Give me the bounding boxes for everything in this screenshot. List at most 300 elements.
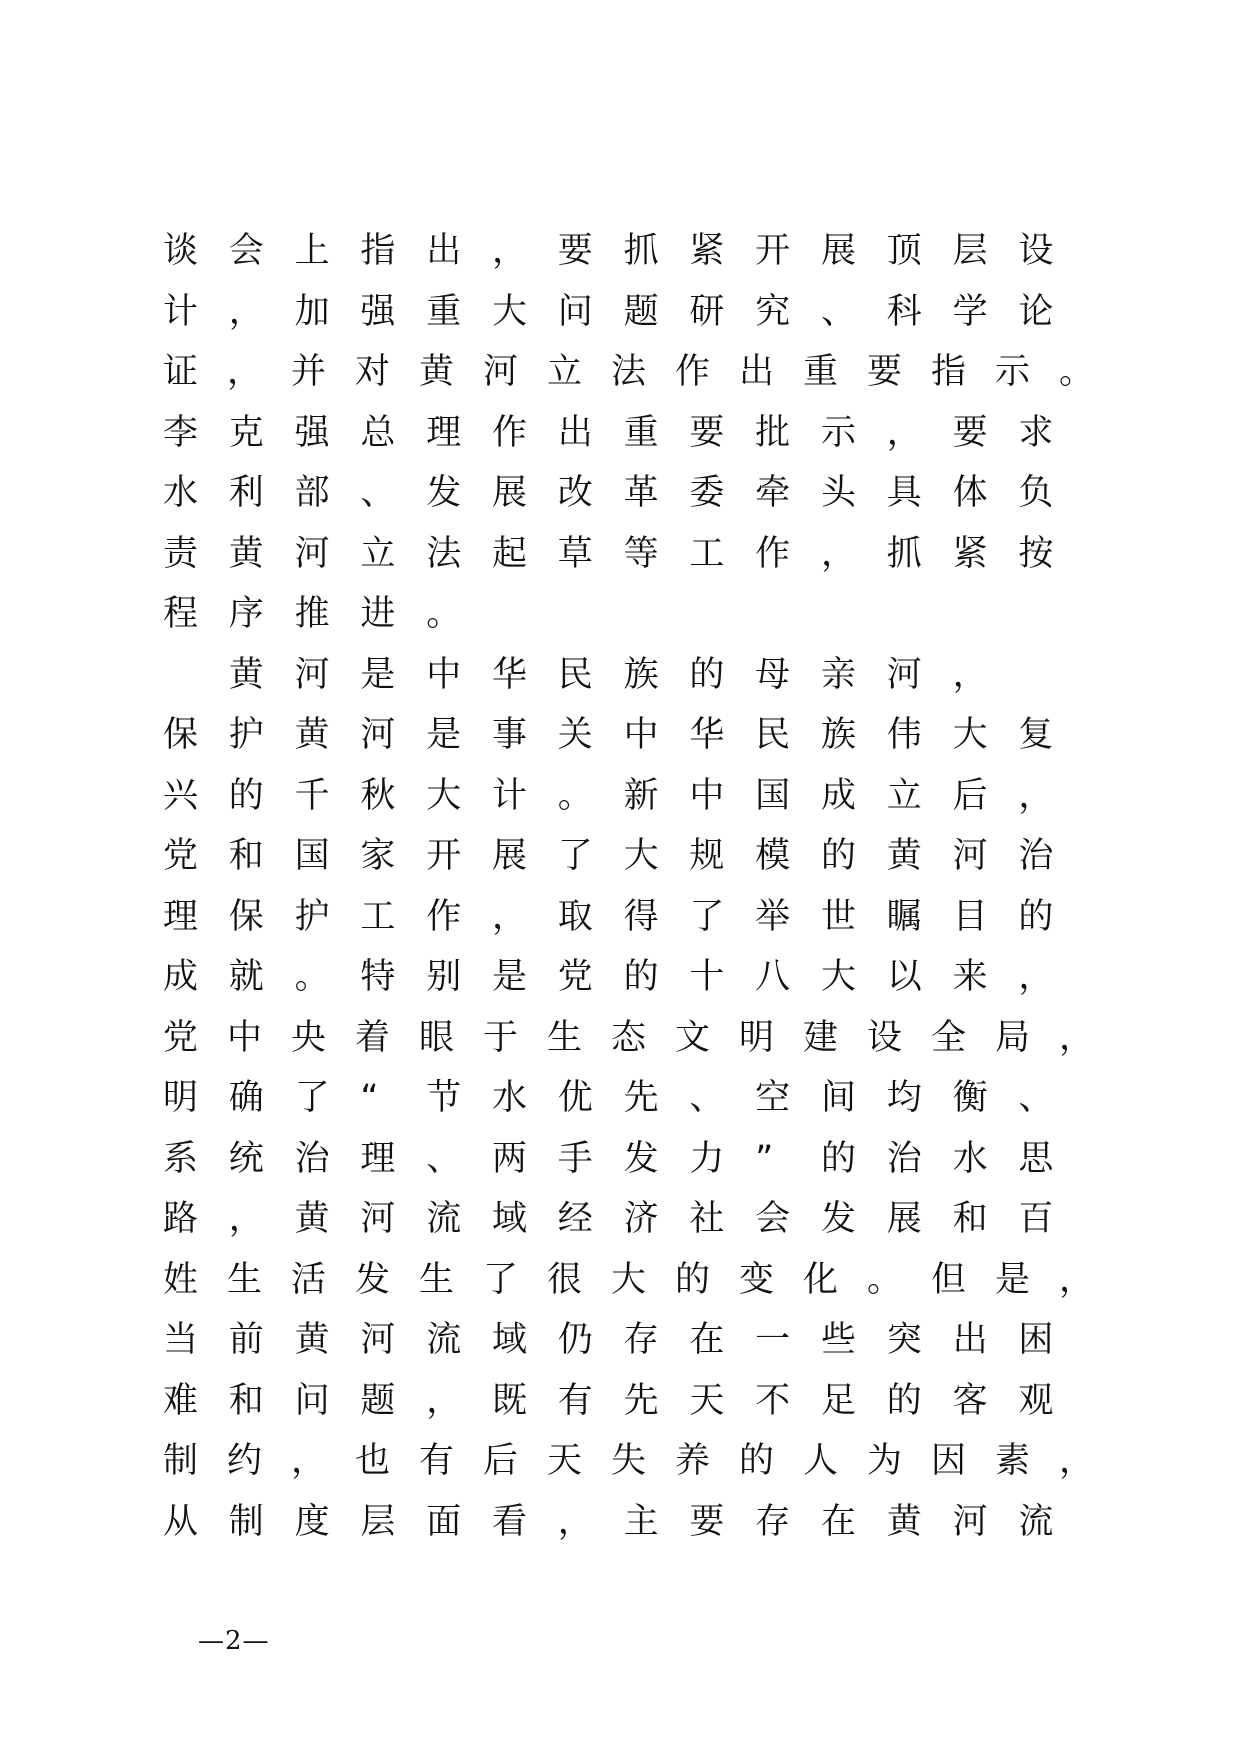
text-char: 水 — [491, 1078, 527, 1118]
text-char: 也 — [355, 1441, 391, 1481]
text-char: 问 — [557, 291, 593, 332]
text-char: 局 — [995, 1017, 1031, 1058]
text-char: 重 — [623, 412, 659, 453]
text-char: 程 — [163, 594, 199, 634]
text-char: 秋 — [360, 775, 396, 816]
text-line — [163, 463, 1123, 524]
text-char: 规 — [689, 836, 725, 876]
text-char: 生 — [419, 1259, 455, 1300]
text-char: 衡 — [952, 1078, 988, 1118]
text-char: 事 — [491, 715, 527, 755]
text-char: 取 — [557, 896, 593, 937]
text-char: 作 — [491, 412, 527, 453]
text-line — [163, 947, 1123, 1008]
text-line — [163, 1492, 1123, 1553]
text-char: 的 — [675, 1259, 711, 1300]
text-char: 民 — [755, 715, 791, 755]
text-char: 约 — [227, 1441, 263, 1481]
text-char: 论 — [1018, 291, 1054, 332]
text-char: 足 — [820, 1380, 856, 1421]
text-char: 指 — [931, 352, 967, 392]
text-char: 间 — [820, 1078, 856, 1118]
text-char: 计 — [163, 291, 199, 332]
text-char: 就 — [228, 957, 264, 997]
text-char: 域 — [491, 1199, 527, 1239]
text-char: 千 — [294, 775, 330, 816]
text-char: 先 — [623, 1078, 659, 1118]
text-char: 节 — [426, 1078, 462, 1118]
text-char: 中 — [689, 775, 725, 816]
text-char: 克 — [228, 412, 264, 453]
text-char: 并 — [291, 352, 327, 392]
text-char: 的 — [689, 654, 725, 695]
text-char: 流 — [1018, 1501, 1054, 1542]
text-char: 明 — [739, 1017, 775, 1058]
text-char: 有 — [557, 1380, 593, 1421]
text-char: 抓 — [623, 231, 659, 271]
text-char: 治 — [294, 1138, 330, 1179]
text-char: 河 — [886, 654, 922, 695]
text-char: 既 — [491, 1380, 527, 1421]
text-char: 伟 — [886, 715, 922, 755]
text-char: 法 — [611, 352, 647, 392]
text-char: 了 — [294, 1078, 330, 1118]
text-char: 眼 — [419, 1017, 455, 1058]
text-char: 治 — [886, 1138, 922, 1179]
text-line — [163, 1310, 1123, 1371]
text-char: 族 — [623, 654, 659, 695]
text-char: 系 — [163, 1138, 199, 1179]
text-char: 优 — [557, 1078, 593, 1118]
text-char: 研 — [689, 291, 725, 332]
text-char: 百 — [1018, 1199, 1054, 1239]
text-char: 改 — [557, 473, 593, 513]
text-char: 革 — [623, 473, 659, 513]
text-char: 济 — [623, 1199, 659, 1239]
text-char: 特 — [360, 957, 396, 997]
text-char: 发 — [623, 1138, 659, 1179]
text-char: 大 — [820, 957, 856, 997]
text-char: 黄 — [294, 715, 330, 755]
text-char: 母 — [755, 654, 791, 695]
text-char: 抓 — [886, 533, 922, 574]
body-text — [163, 221, 1123, 1552]
text-char: 、 — [426, 1138, 462, 1179]
text-char: 河 — [360, 1199, 396, 1239]
text-char: 大 — [426, 775, 462, 816]
text-char: 问 — [294, 1380, 330, 1421]
text-char: 水 — [163, 473, 199, 513]
text-char: 。 — [426, 594, 462, 634]
text-char: 求 — [1018, 412, 1054, 453]
text-char: 国 — [294, 836, 330, 876]
text-char: 族 — [820, 715, 856, 755]
text-char: 总 — [360, 412, 396, 453]
text-char: 先 — [623, 1380, 659, 1421]
text-char: 来 — [952, 957, 988, 997]
text-char: 具 — [886, 473, 922, 513]
text-char: 中 — [227, 1017, 263, 1058]
text-char: 以 — [886, 957, 922, 997]
text-line — [163, 705, 1123, 766]
text-char: 证 — [163, 352, 199, 392]
text-char: 河 — [952, 836, 988, 876]
text-line — [163, 1189, 1123, 1250]
text-char: 突 — [886, 1320, 922, 1360]
text-char: 河 — [294, 654, 330, 695]
text-char: 的 — [623, 957, 659, 997]
text-char: 手 — [557, 1138, 593, 1179]
text-char: 紧 — [689, 231, 725, 271]
text-char: 姓 — [163, 1259, 199, 1300]
text-char: 了 — [483, 1259, 519, 1300]
text-char: 的 — [820, 1138, 856, 1179]
text-char: 部 — [294, 473, 330, 513]
text-char: 明 — [163, 1078, 199, 1118]
text-char: 会 — [228, 231, 264, 271]
text-char: 对 — [355, 352, 391, 392]
text-char: 作 — [755, 533, 791, 574]
text-char: 中 — [426, 654, 462, 695]
text-char: 计 — [491, 775, 527, 816]
text-char: 亲 — [820, 654, 856, 695]
text-char: 要 — [689, 1501, 725, 1542]
text-char: 、 — [689, 1078, 725, 1118]
text-char: 理 — [426, 412, 462, 453]
text-char: ， — [491, 896, 527, 937]
text-char: 两 — [491, 1138, 527, 1179]
text-char: 党 — [163, 836, 199, 876]
text-char: 利 — [228, 473, 264, 513]
text-char: 党 — [163, 1017, 199, 1058]
text-char: 失 — [611, 1441, 647, 1481]
text-char: ， — [291, 1441, 327, 1481]
text-char: 面 — [426, 1501, 462, 1542]
text-char: 流 — [426, 1320, 462, 1360]
text-char: 建 — [803, 1017, 839, 1058]
text-char: 立 — [360, 533, 396, 574]
text-char: ， — [1018, 775, 1054, 816]
text-char: 开 — [426, 836, 462, 876]
text-char: 前 — [228, 1320, 264, 1360]
text-char: 要 — [867, 352, 903, 392]
text-char: 顶 — [886, 231, 922, 271]
text-char: 示 — [820, 412, 856, 453]
text-char: 黄 — [886, 836, 922, 876]
text-char: 路 — [163, 1199, 199, 1239]
text-char: 上 — [294, 231, 330, 271]
text-char: 全 — [931, 1017, 967, 1058]
text-char: 黄 — [228, 533, 264, 574]
text-char: 和 — [228, 1380, 264, 1421]
text-char: 牵 — [755, 473, 791, 513]
text-char: 工 — [689, 533, 725, 574]
text-char: 力 — [689, 1138, 725, 1179]
text-char: 均 — [886, 1078, 922, 1118]
text-line — [163, 282, 1123, 343]
text-char: 。 — [1059, 352, 1095, 392]
text-char: 作 — [426, 896, 462, 937]
text-char: 、 — [1018, 1078, 1054, 1118]
text-char: 的 — [886, 1380, 922, 1421]
text-char: 按 — [1018, 533, 1054, 574]
text-char: 河 — [483, 352, 519, 392]
text-char: 得 — [623, 896, 659, 937]
text-char: 紧 — [952, 533, 988, 574]
text-char: 体 — [952, 473, 988, 513]
text-char: ， — [228, 291, 264, 332]
text-char: ” — [755, 1138, 774, 1179]
text-char: 制 — [163, 1441, 199, 1481]
text-char: 关 — [557, 715, 593, 755]
text-char: 是 — [491, 957, 527, 997]
text-char: 八 — [755, 957, 791, 997]
text-char: 了 — [689, 896, 725, 937]
text-char: 设 — [867, 1017, 903, 1058]
text-char: 重 — [426, 291, 462, 332]
text-char: 出 — [952, 1320, 988, 1360]
text-char: 活 — [291, 1259, 327, 1300]
text-char: 河 — [294, 533, 330, 574]
text-char: 黄 — [228, 654, 264, 695]
text-char: 题 — [360, 1380, 396, 1421]
text-char: 、 — [360, 473, 396, 513]
text-char: 治 — [1018, 836, 1054, 876]
text-char: 负 — [1018, 473, 1054, 513]
text-char: 是 — [426, 715, 462, 755]
text-char: 出 — [739, 352, 775, 392]
text-char: 示 — [995, 352, 1031, 392]
text-char: 因 — [931, 1441, 967, 1481]
text-char: 黄 — [886, 1501, 922, 1542]
text-char: 谈 — [163, 231, 199, 271]
text-char: 别 — [426, 957, 462, 997]
text-char: 层 — [952, 231, 988, 271]
text-char: 空 — [755, 1078, 791, 1118]
text-line — [163, 1371, 1123, 1432]
text-char: 中 — [623, 715, 659, 755]
text-char: 层 — [360, 1501, 396, 1542]
text-char: 题 — [623, 291, 659, 332]
text-char: 立 — [547, 352, 583, 392]
text-char: 保 — [163, 715, 199, 755]
text-char: 变 — [739, 1259, 775, 1300]
text-char: 理 — [360, 1138, 396, 1179]
text-char: 要 — [952, 412, 988, 453]
text-char: 、 — [820, 291, 856, 332]
text-char: 科 — [886, 291, 922, 332]
text-char: 立 — [886, 775, 922, 816]
text-char: 度 — [294, 1501, 330, 1542]
text-char: 不 — [755, 1380, 791, 1421]
text-char: 作 — [675, 352, 711, 392]
text-char: 大 — [952, 715, 988, 755]
text-char: 家 — [360, 836, 396, 876]
text-char: 的 — [1018, 896, 1054, 937]
text-char: 的 — [739, 1441, 775, 1481]
text-line — [163, 826, 1123, 887]
text-char: 央 — [291, 1017, 327, 1058]
text-char: 化 — [803, 1259, 839, 1300]
text-char: 保 — [228, 896, 264, 937]
text-char: ， — [557, 1501, 593, 1542]
text-char: 难 — [163, 1380, 199, 1421]
text-char: 兴 — [163, 775, 199, 816]
text-char: 河 — [360, 1320, 396, 1360]
text-char: 护 — [294, 896, 330, 937]
text-char: 强 — [294, 412, 330, 453]
text-line — [163, 221, 1123, 282]
text-line — [163, 342, 1123, 403]
text-char: ， — [228, 1199, 264, 1239]
text-char: 推 — [294, 594, 330, 634]
text-line — [163, 403, 1123, 464]
text-char: 国 — [755, 775, 791, 816]
text-char: 会 — [755, 1199, 791, 1239]
text-char: 展 — [820, 231, 856, 271]
text-char: 人 — [803, 1441, 839, 1481]
text-char: 大 — [491, 291, 527, 332]
text-line — [163, 1250, 1123, 1311]
text-char: 但 — [931, 1259, 967, 1300]
text-char: 和 — [952, 1199, 988, 1239]
text-char: 社 — [689, 1199, 725, 1239]
text-char: 着 — [355, 1017, 391, 1058]
text-char: 工 — [360, 896, 396, 937]
text-char: 在 — [820, 1501, 856, 1542]
text-char: 困 — [1018, 1320, 1054, 1360]
text-char: 的 — [820, 836, 856, 876]
text-char: 起 — [491, 533, 527, 574]
text-char: 序 — [228, 594, 264, 634]
text-char: 。 — [867, 1259, 903, 1300]
text-char: 要 — [557, 231, 593, 271]
text-char: 河 — [952, 1501, 988, 1542]
text-char: ， — [886, 412, 922, 453]
text-char: 存 — [623, 1320, 659, 1360]
text-char: 统 — [228, 1138, 264, 1179]
text-char: ， — [227, 352, 263, 392]
text-line — [163, 1129, 1123, 1190]
text-char: ， — [426, 1380, 462, 1421]
text-char: 大 — [611, 1259, 647, 1300]
text-char: 指 — [360, 231, 396, 271]
text-char: 等 — [623, 533, 659, 574]
text-char: 为 — [867, 1441, 903, 1481]
text-char: 。 — [557, 775, 593, 816]
text-char: 素 — [995, 1441, 1031, 1481]
text-char: 存 — [755, 1501, 791, 1542]
text-char: 草 — [557, 533, 593, 574]
text-char: 河 — [360, 715, 396, 755]
text-char: 发 — [820, 1199, 856, 1239]
text-line — [163, 524, 1123, 585]
text-char: 。 — [294, 957, 330, 997]
text-char: ， — [1059, 1259, 1095, 1300]
text-char: 批 — [755, 412, 791, 453]
text-char: 目 — [952, 896, 988, 937]
text-char: 和 — [228, 836, 264, 876]
text-char: ， — [1018, 957, 1054, 997]
text-char: 从 — [163, 1501, 199, 1542]
text-char: 重 — [803, 352, 839, 392]
text-char: 要 — [689, 412, 725, 453]
text-line — [163, 1431, 1123, 1492]
text-char: 护 — [228, 715, 264, 755]
text-char: 生 — [547, 1017, 583, 1058]
text-line — [163, 584, 1123, 645]
text-line — [163, 645, 1123, 706]
text-char: 观 — [1018, 1380, 1054, 1421]
text-char: ， — [820, 533, 856, 574]
text-char: 模 — [755, 836, 791, 876]
text-char: 主 — [623, 1501, 659, 1542]
text-char: 出 — [557, 412, 593, 453]
text-char: 大 — [623, 836, 659, 876]
text-char: 看 — [491, 1501, 527, 1542]
text-char: 黄 — [419, 352, 455, 392]
text-char: 展 — [491, 836, 527, 876]
text-char: 学 — [952, 291, 988, 332]
text-char: “ — [360, 1078, 379, 1118]
text-char: 成 — [820, 775, 856, 816]
text-char: 当 — [163, 1320, 199, 1360]
text-char: 生 — [227, 1259, 263, 1300]
text-char: 头 — [820, 473, 856, 513]
text-line — [163, 1008, 1123, 1069]
text-char: 理 — [163, 896, 199, 937]
text-char: ， — [1059, 1441, 1095, 1481]
text-char: 制 — [228, 1501, 264, 1542]
text-char: 成 — [163, 957, 199, 997]
text-char: 开 — [755, 231, 791, 271]
text-char: 瞩 — [886, 896, 922, 937]
text-char: 态 — [611, 1017, 647, 1058]
text-char: 发 — [426, 473, 462, 513]
text-char: 十 — [689, 957, 725, 997]
text-char: 民 — [557, 654, 593, 695]
text-char: ， — [952, 654, 988, 695]
text-char: 设 — [1018, 231, 1054, 271]
text-char: 流 — [426, 1199, 462, 1239]
text-char: 仍 — [557, 1320, 593, 1360]
text-char: 有 — [419, 1441, 455, 1481]
text-char: 养 — [675, 1441, 711, 1481]
text-char: 进 — [360, 594, 396, 634]
text-char: 强 — [360, 291, 396, 332]
text-char: 华 — [491, 654, 527, 695]
text-char: 文 — [675, 1017, 711, 1058]
text-char: 复 — [1018, 715, 1054, 755]
text-char: 是 — [995, 1259, 1031, 1300]
text-char: 黄 — [294, 1320, 330, 1360]
text-char: 加 — [294, 291, 330, 332]
text-char: 展 — [886, 1199, 922, 1239]
text-char: 世 — [820, 896, 856, 937]
text-char: 确 — [228, 1078, 264, 1118]
text-char: 黄 — [294, 1199, 330, 1239]
text-char: 举 — [755, 896, 791, 937]
text-char: 域 — [491, 1320, 527, 1360]
text-char: 法 — [426, 533, 462, 574]
text-char: 客 — [952, 1380, 988, 1421]
text-char: 一 — [755, 1320, 791, 1360]
text-char: 展 — [491, 473, 527, 513]
text-char: ， — [1059, 1017, 1095, 1058]
text-char: 李 — [163, 412, 199, 453]
text-line — [163, 887, 1123, 948]
text-char: 于 — [483, 1017, 519, 1058]
